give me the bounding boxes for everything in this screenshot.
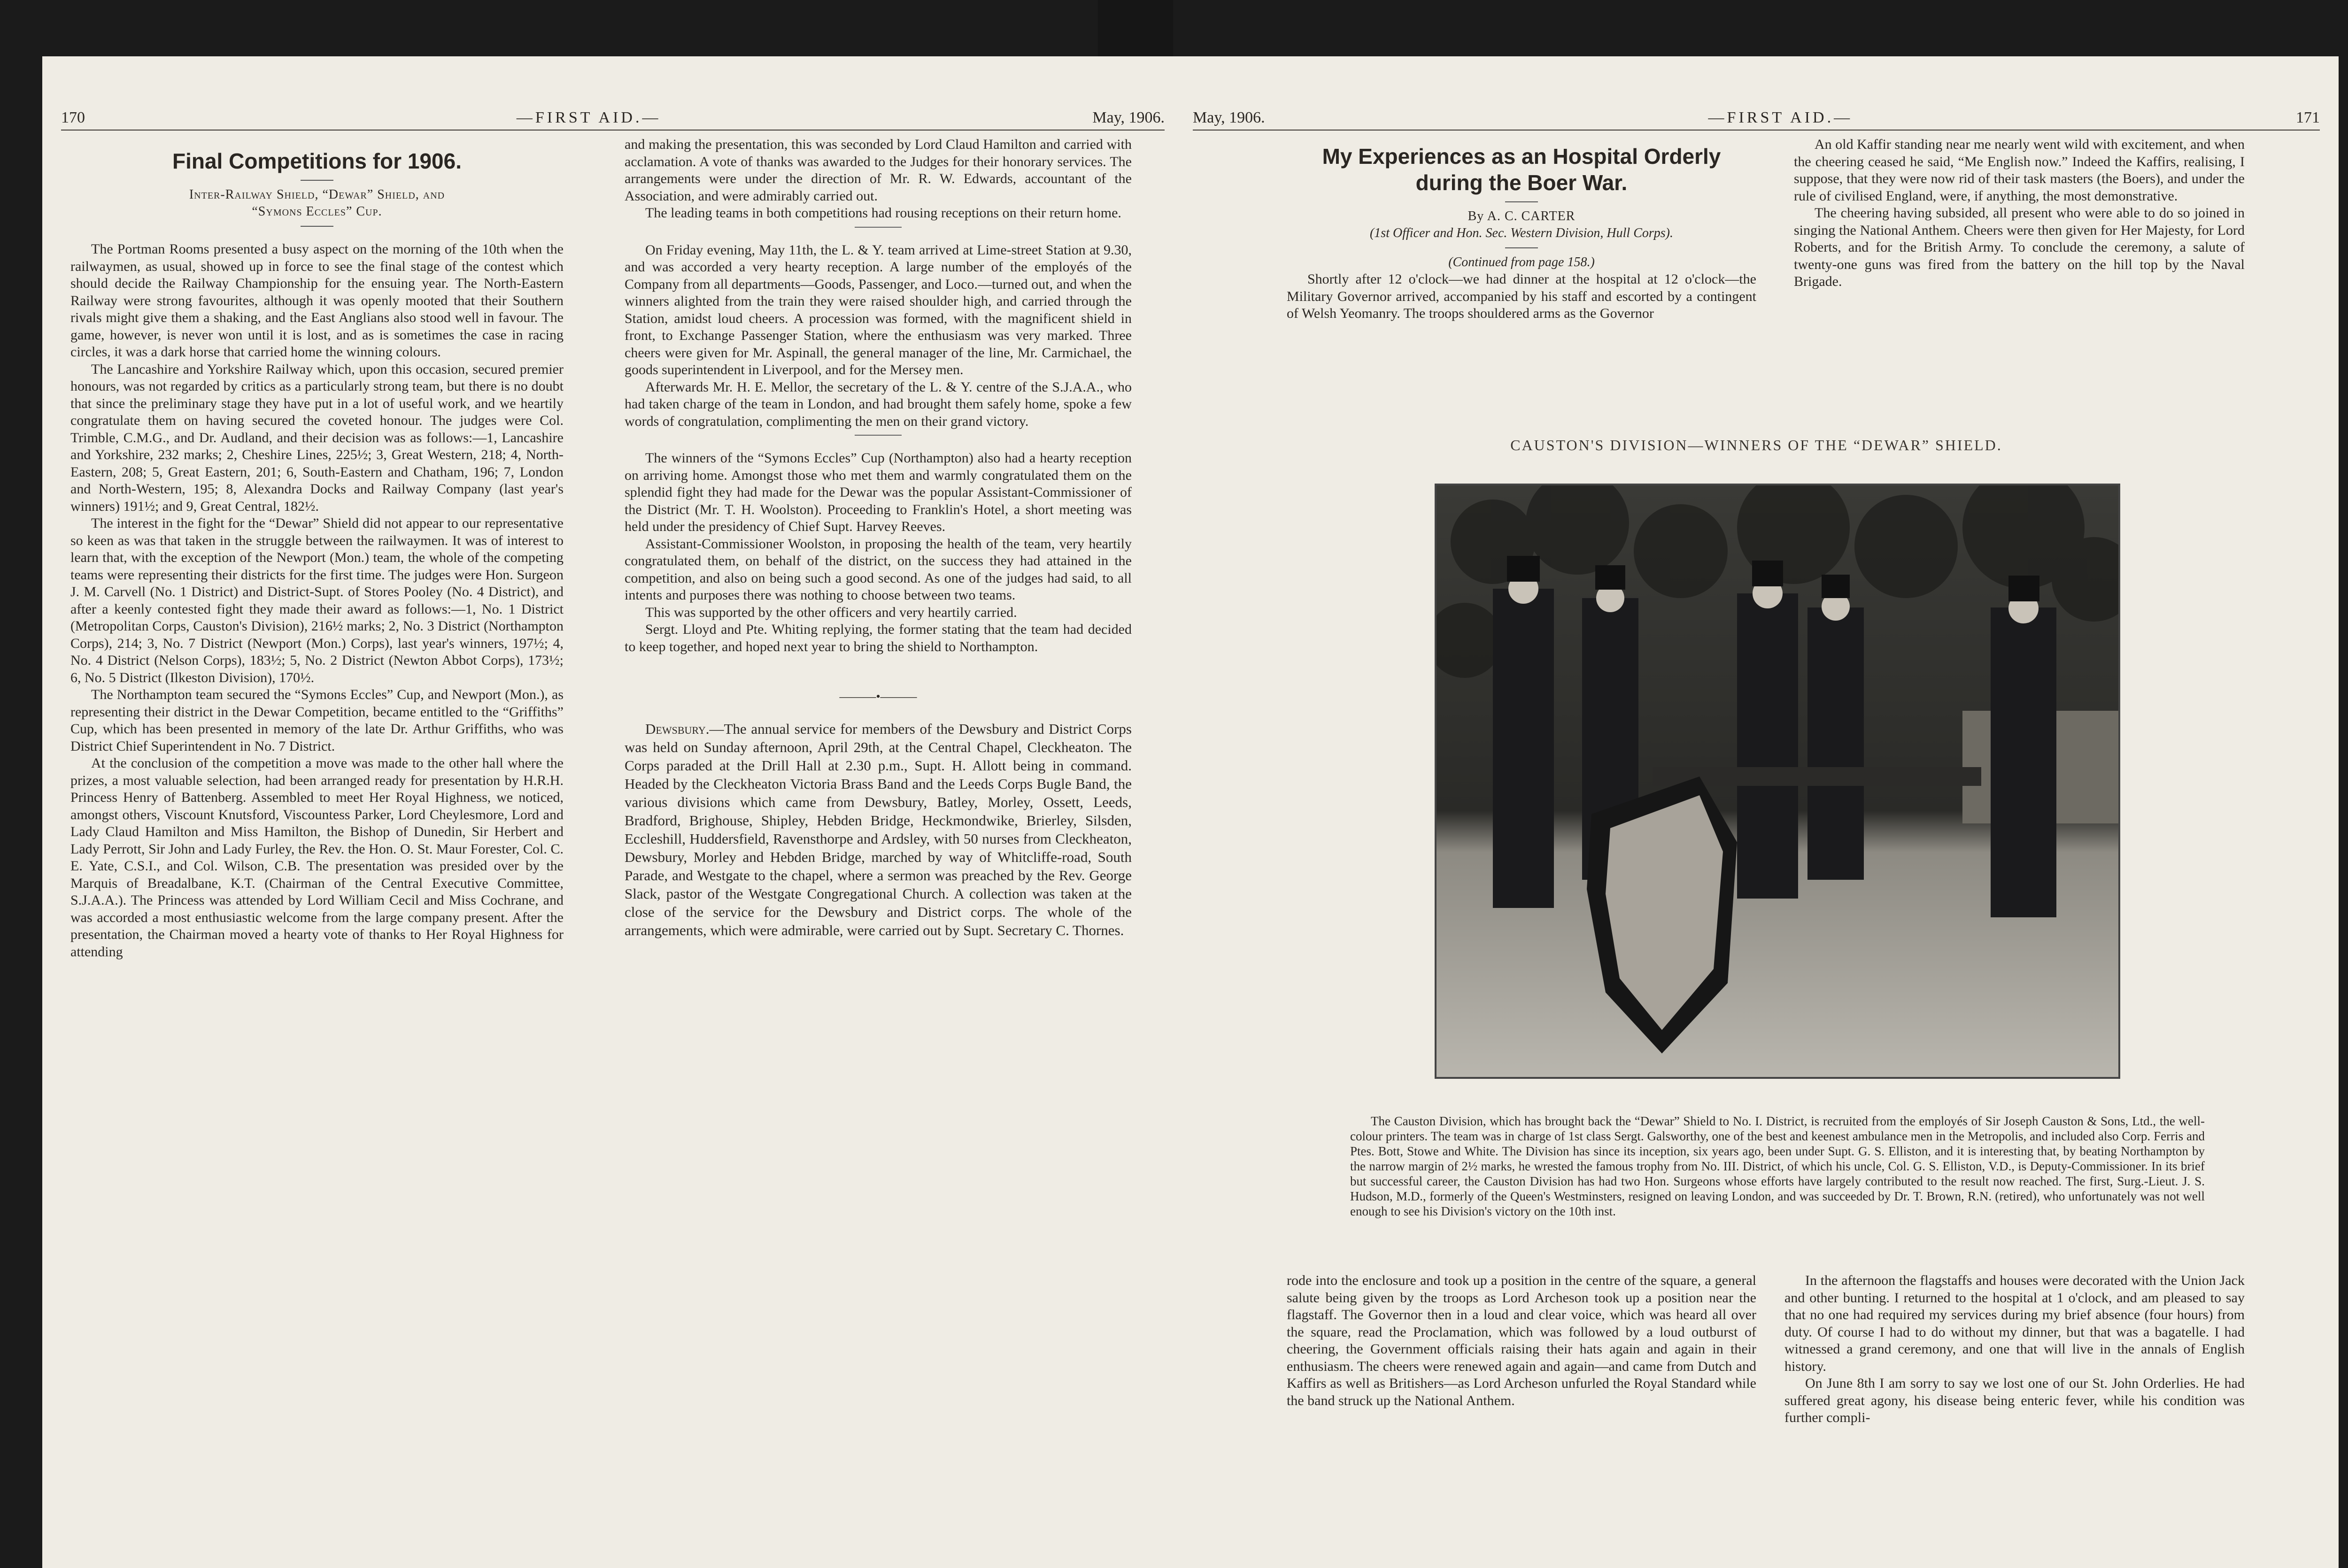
paragraph: In the afternoon the flagstaffs and houses were decorated with the Union Jack and other bunting. I returned to the hospital at 1 o'clock, and am pleased to say that no one had required my services during my brief absence (four hours) from duty. Of course I had to do without my dinner, but that was a bagatelle. I had witnessed a grand ceremony, and one that will live in the annals of English history. xyxy=(1784,1273,2245,1374)
paragraph: An old Kaffir standing near me nearly went wild with excitement, and when the cheering ceased he said, “Me English now.” Indeed the Kaffirs, realising, I suppose, that they were now rid of their task masters (the Boers), and under the rule of civilised England, were, if anything, the most demonstrative. xyxy=(1794,137,2245,204)
paragraph: The interest in the fight for the “Dewar” Shield did not appear to our representative so keen as was that taken in the struggle between the railwaymen. It was of interest to learn that, with the exception of the Newport (Mon.) team, the whole of the competing teams were representing their districts for the first time. The judges were Hon. Surgeon J. M. Carvell (No. 1 District) and District-Supt. of Stores Pooley (No. 4 District), and after a keenly contested fight they made their award as follows:—1, No. 1 District (Metropolitan Corps, Causton's Division), 216½ marks; 2, No. 3 District (Northampton Corps), 214; 3, No. 7 District (Newport (Mon.) Corps), last year's winners, 197½; 4, No. 4 District (Nelson Corps), 183½; 5, No. 2 District (Newton Abbot Corps), 173½; 6, No. 5 District (Ilkeston Division), 170½. xyxy=(70,515,564,685)
photo-caption: The Causton Division, which has brought back the “Dewar” Shield to No. I. District, is recruited from the employés of Sir Joseph Causton & Sons, Ltd., the well-colour printers. The team was in charge of 1st class Sergt. Galsworthy, one of the best and keenest ambulance men in the Metropolis, and included also Corp. Ferris and Ptes. Bott, Stowe and White. The Division has since its inception, six years ago, been under Supt. G. S. Elliston, and it is interesting that, by beating Northampton by the narrow margin of 2½ marks, he wrested the famous trophy from No. III. District, of which his uncle, Col. G. S. Elliston, V.D., is Deputy-Commissioner. In its brief but successful career, the Causton Division has had two Hon. Surgeons whose efforts have largely contributed to the result now reached. The first, Surg.-Lieut. J. S. Hudson, M.D., formerly of the Queen's Westminsters, resigned on leaving London, and was succeeded by Dr. T. Brown, R.N. (retired), who unfortunately was not well enough to see his Division's victory on the 10th inst. xyxy=(1350,1114,2205,1218)
paragraph: The Portman Rooms presented a busy aspect on the morning of the 10th when the railwaymen, as usual, showed up in force to see the final stage of the contest which should decide the Railway Championship for the ensuing year. The North-Eastern Railway were strong favourites, although it was openly mooted that their Southern rivals might give them a shaking, and the East Anglians also stood well in favour. The game, however, is never won until it is lost, and as is sometimes the case in racing circles, it was a dark horse that carried home the winning colours. xyxy=(70,241,564,360)
continued-note: (Continued from page 158.) xyxy=(1448,255,1595,269)
subtitle-rule xyxy=(301,226,333,227)
paragraph: This was supported by the other officers and very heartily carried. xyxy=(645,604,1017,620)
right-page xyxy=(1174,56,2339,1568)
dewsbury-heading: Dewsbury. xyxy=(645,720,710,737)
paragraph: and making the presentation, this was seconded by Lord Claud Hamilton and carried with acclamation. A vote of thanks was awarded to the Judges for their honorary services. The arrangements were under the direction of Mr. R. W. Edwards, accountant of the Association, and were admirably carried out. xyxy=(625,137,1132,204)
photo-title: CAUSTON'S DIVISION—WINNERS OF THE “DEWAR” SHIELD. xyxy=(1510,437,2002,453)
paragraph: On Friday evening, May 11th, the L. & Y. team arrived at Lime-street Station at 9.30, and was accorded a very hearty reception. A large number of the employés of the Company from all departments—Goods, Passenger, and Loco.—turned out, and when the winners alighted from the train they were raised shoulder high, and carried through the Station, amidst loud cheers. A procession was formed, with the magnificent shield in front, to Exchange Passenger Station, where the enthusiasm was very marked. Three cheers were given for Mr. Aspinall, the general manager of the line, Mr. Carmichael, the goods superintendent in Liverpool, and for the Mersey men. xyxy=(625,242,1132,377)
article-title: Final Competitions for 1906. xyxy=(172,149,462,173)
paragraph: The leading teams in both competitions had rousing receptions on their return home. xyxy=(645,205,1121,221)
left-running-head xyxy=(61,99,1165,131)
title-rule xyxy=(1505,201,1538,202)
paragraph: The cheering having subsided, all present who were able to do so joined in singing the National Anthem. Cheers were then given for Her Majesty, for Lord Roberts, and for the British Army. To conclude the ceremony, a salute of twenty-one guns was fired from the battery on the hill top by the Naval Brigade. xyxy=(1794,205,2245,289)
paragraph: Assistant-Commissioner Woolston, in proposing the health of the team, very heartily congratulated them, on behalf of the district, on the success they had attained in the competition, and also on being such a good second. As one of the judges had said, to all intents and purposes there was nothing to choose between two teams. xyxy=(625,536,1132,603)
paragraph: Sergt. Lloyd and Pte. Whiting replying, the former stating that the team had decided to keep together, and hoped next year to bring the shield to Northampton. xyxy=(625,622,1132,654)
left-page-number: 170 xyxy=(61,109,85,126)
left-column-1 xyxy=(70,148,564,961)
ornament-divider: ———•——— xyxy=(839,690,917,703)
paragraph: The winners of the “Symons Eccles” Cup (Northampton) also had a hearty reception on arriving home. Amongst those who met them and warmly congratulated them on the splendid fight they had made for the Dewar was the popular Assistant-Commissioner of the District (Mr. T. H. Woolston). Proceeding to Franklin's Hotel, a short meeting was held under the presidency of Chief Supt. Harvey Reeves. xyxy=(625,450,1132,534)
article-subtitle-1: Inter-Railway Shield, “Dewar” Shield, and xyxy=(189,187,445,202)
byline-rule xyxy=(1505,247,1538,248)
left-page xyxy=(42,56,1183,1568)
right-running-head xyxy=(1193,99,2320,131)
left-date: May, 1906. xyxy=(1092,109,1165,126)
paragraph: rode into the enclosure and took up a position in the centre of the square, a general salute being given by the troops as Lord Archeson took up a position near the flagstaff. The Governor then in a loud and clear voice, which was heard all over the square, read the Proclamation, which was followed by a loud outburst of cheering, the Government officials raising their hats again and again in their enthusiasm. The cheers were renewed again and again—and came from Dutch and Kaffirs as well as Britishers—as Lord Archeson unfurled the Royal Standard while the band struck up the National Anthem. xyxy=(1287,1273,1756,1408)
dewsbury-paragraph xyxy=(625,720,1132,939)
team-photograph xyxy=(1435,484,2120,1079)
right-column-1-bottom xyxy=(1287,1272,1756,1409)
right-column-2-bottom xyxy=(1784,1272,2245,1427)
section-rule xyxy=(855,227,902,228)
article-title-line-1: My Experiences as an Hospital Orderly xyxy=(1322,144,1721,169)
right-column-2-top xyxy=(1794,136,2245,291)
paragraph: The Lancashire and Yorkshire Railway which, upon this occasion, secured premier honours, was not regarded by critics as a particularly strong team, but there is no doubt that since the preliminary stage they have put in a lot of useful work, and we heartily congratulate them on having secured the coveted honour. The judges were Col. Trimble, C.M.G., and Dr. Audland, and their decision was as follows:—1, Lancashire and Yorkshire, 232 marks; 2, Cheshire Lines, 225½; 3, Great Western, 218; 4, North-Eastern, 208; 5, Great Eastern, 201; 6, South-Eastern and Chatham, 196; 7, London and North-Western, 195; 8, Alexandra Docks and Railway Company (last year's winners) 191½; and 9, Great Central, 182½. xyxy=(70,361,564,514)
left-running-title: —FIRST AID.— xyxy=(516,109,661,126)
right-date: May, 1906. xyxy=(1193,109,1265,126)
paragraph: Shortly after 12 o'clock—we had dinner at the hospital at 12 o'clock—the Military Governor arrived, accompanied by his staff and escorted by a contingent of Welsh Yeomanry. The troops shouldered arms as the Governor xyxy=(1287,271,1756,321)
right-column-1-top xyxy=(1287,143,1756,323)
byline-role: (1st Officer and Hon. Sec. Western Division, Hull Corps). xyxy=(1369,226,1674,240)
paragraph: The Northampton team secured the “Symons Eccles” Cup, and Newport (Mon.), as representing their district in the Dewar Competition, became entitled to the “Griffiths” Cup, which has been presented in memory of the late Dr. Arthur Griffiths, who was District Chief Superintendent in No. 7 District. xyxy=(70,687,564,754)
article-title-line-2: during the Boer War. xyxy=(1415,170,1628,195)
paragraph: On June 8th I am sorry to say we lost one of our St. John Orderlies. He had suffered great agony, his disease being enteric fever, while his condition was further compli- xyxy=(1784,1376,2245,1425)
article-subtitle-2: “Symons Eccles” Cup. xyxy=(252,204,382,219)
left-column-2 xyxy=(625,136,1132,939)
right-page-number: 171 xyxy=(2296,109,2320,126)
team-photo-image xyxy=(1437,485,2118,1077)
byline: By A. C. CARTER xyxy=(1468,209,1576,223)
right-running-title: —FIRST AID.— xyxy=(1708,109,1853,126)
paragraph: Afterwards Mr. H. E. Mellor, the secretary of the L. & Y. centre of the S.J.A.A., who had taken charge of the team in London, and had brought them safely home, spoke a few words of congratulation, complimenting the men on their grand victory. xyxy=(625,379,1132,429)
dewsbury-text: —The annual service for members of the Dewsbury and District Corps was held on Sunday afternoon, April 29th, at the Central Chapel, Cleckheaton. The Corps paraded at the Drill Hall at 2.30 p.m., Supt. H. Allott being in command. Headed by the Cleckheaton Victoria Brass Band and the Leeds Corps Bugle Band, the various divisions which came from Dewsbury, Batley, Morley, Ossett, Leeds, Bradford, Brighouse, Shipley, Hebden Bridge, Heckmondwike, Brierley, Silsden, Eccleshill, Huddersfield, Ravensthorpe and Ardsley, with 50 nurses from Cleckheaton, Dewsbury, Morley and Hebden Bridge, marched by way of Whitcliffe-road, South Parade, and Westgate to the chapel, where a sermon was preached by the Rev. George Slack, pastor of the Westgate Congregational Church. A collection was taken at the close of the service for the Dewsbury and District corps. The whole of the arrangements, which were admirable, were carried out by Supt. Secretary C. Thornes. xyxy=(625,720,1132,938)
section-rule xyxy=(855,435,902,436)
title-rule xyxy=(301,180,333,181)
paragraph: At the conclusion of the competition a move was made to the other hall where the prizes, a most valuable selection, had been arranged ready for presentation by H.R.H. Princess Henry of Battenberg. Assembled to meet Her Royal Highness, we noticed, amongst others, Viscount Knutsford, Viscountess Parker, Lord Cheylesmore, Lord and Lady Claud Hamilton and Miss Hamilton, the Bishop of Dunedin, Sir Herbert and Lady Perrott, Sir John and Lady Furley, the Rev. the Hon. O. St. Maur Forester, Col. C. E. Yate, C.S.I., and Col. Wilson, C.B. The presentation was presided over by the Marquis of Breadalbane, K.T. (Chairman of the Central Executive Committee, S.J.A.A.). The Princess was attended by Lord William Cecil and Miss Cochrane, and was accorded a most enthusiastic welcome from the large company present. After the presentation, the Chairman moved a hearty vote of thanks to Her Royal Highness for attending xyxy=(70,755,564,960)
